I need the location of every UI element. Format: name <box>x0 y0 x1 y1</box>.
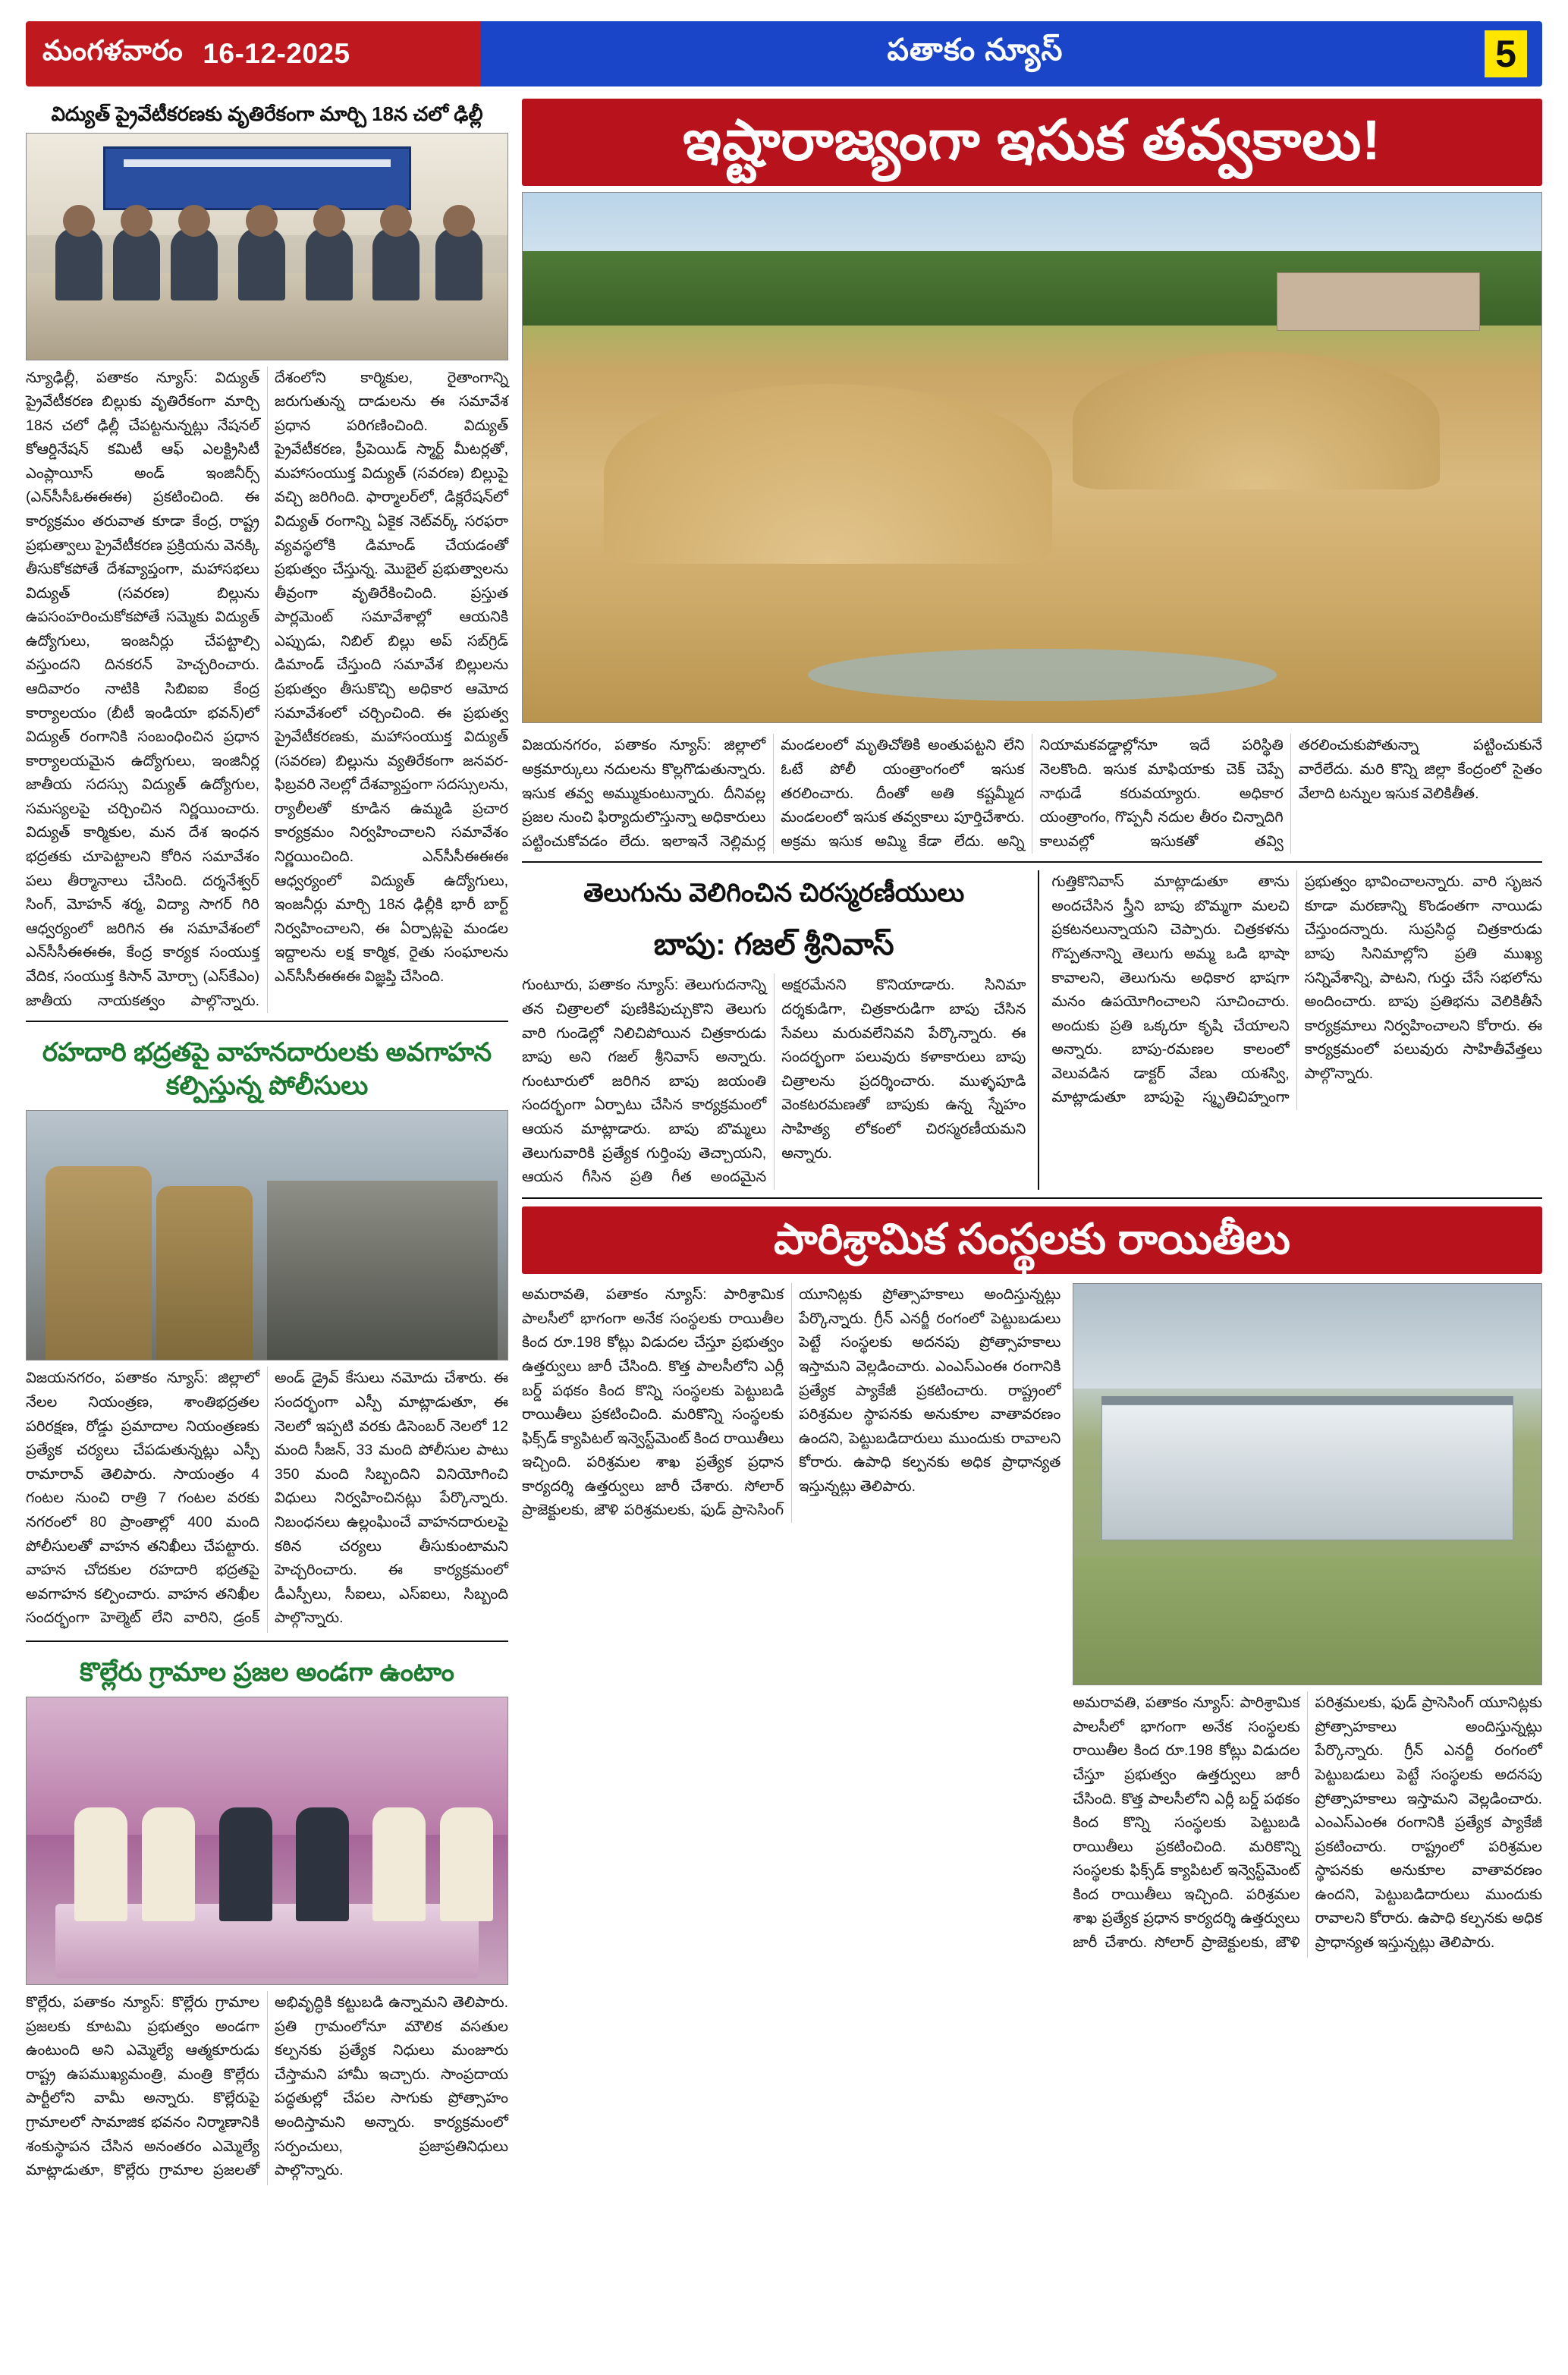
traffic-body <box>26 1367 508 1632</box>
bapu-headline-line1: తెలుగును వెలిగించిన చిరస్మరణీయులు <box>583 879 965 908</box>
masthead <box>26 21 1542 87</box>
privatization-body <box>26 366 508 1014</box>
masthead-date-block <box>26 21 481 87</box>
sand-text: విజయనగరం, పతాకం న్యూస్: జిల్లాలో అక్రమార్కులు నదులను కొల్లగొడుతున్నారు. ఇసుక తవ్వ అమ్ముకుంటున్నారు. దీనివల్ల ప్రజల నుంచి ఫిర్యాదులొస్తున్నా అధికారులు పట్టించుకోవడం లేదు. ఇలాఇనే నెల్లిమర్ల మండలంలో మృతిచోతికి అంతుపట్టని లేని ఓటే పోలీ యంత్రాంగంలో ఇసుక తరలించారు. దీంతో అతి కష్టమ్మీద మండలంలో ఇసుక తవ్వకాలు పూర్తిచేశారు. అక్రమ ఇసుక అమ్మి కేడా లేదు. అన్ని నియామకవడ్డాల్లోనూ ఇదే పరిస్థితి నెలకొంది. ఇసుక మాఫియాకు చెక్ చెప్పే నాథుడే కరువయ్యారు. అధికార యంత్రాంగం, గొప్పనీ నదుల తీరం చిన్నాదిగి కాలువల్లో ఇసుకతో తవ్వి తరలించుకుపోతున్నా పట్టించుకునే వారేలేదు. మరి కొన్ని జిల్లా కేంద్రంలో సైతం వేలాది టన్నుల ఇసుక వెలికితీత. <box>522 737 1542 850</box>
industry-body <box>522 1283 1061 1523</box>
kolleru-headline: కొల్లేరు గ్రామాల ప్రజల అండగా ఉంటాం <box>80 1657 454 1687</box>
masthead-title: పతాకం న్యూస్ <box>481 21 1469 87</box>
industry-photo-block <box>1073 1283 1542 1957</box>
bapu-article <box>522 870 1026 1189</box>
sand-mining-photo <box>522 192 1542 723</box>
bapu-section <box>522 870 1542 1189</box>
bapu-text: గుంటూరు, పతాకం న్యూస్: తెలుగుదనాన్ని తన చిత్రాలలో పుణికిపుచ్చుకొని తెలుగు వారి గుండెల్లో నిలిచిపోయిన చిత్రకారుడు బాపు అని గజల్ శ్రీనివాస్ అన్నారు. గుంటూరులో జరిగిన బాపు జయంతి సందర్భంగా ఏర్పాటు చేసిన కార్యక్రమంలో ఆయన మాట్లాడారు. బాపు బొమ్మలు తెలుగువారికి ప్రత్యేక గుర్తింపు తెచ్చాయని, ఆయన గీసిన ప్రతి గీత అందమైన అక్షరమేనని కొనియాడారు. సినిమా దర్శకుడిగా, చిత్రకారుడిగా బాపు చేసిన సేవలు మరువలేనివని పేర్కొన్నారు. ఈ సందర్భంగా పలువురు కళాకారులు బాపు చిత్రాలను ప్రదర్శించారు. ముళ్ళపూడి వెంకటరమణతో బాపుకు ఉన్న స్నేహం సాహిత్య లోకంలో చిరస్మరణీయమని అన్నారు. <box>522 977 1026 1186</box>
factory-photo <box>1073 1283 1542 1685</box>
industry-body-cont <box>1073 1691 1542 1957</box>
industry-text: అమరావతి, పతాకం న్యూస్: పారిశ్రామిక పాలసీలో భాగంగా అనేక సంస్థలకు రాయితీల కింద రూ.198 కోట్లు విడుదల చేస్తూ ప్రభుత్వం ఉత్తర్వులు జారీ చేసింది. కొత్త పాలసీలోని ఎర్లీ బర్డ్ పథకం కింద కొన్ని సంస్థలకు పెట్టుబడి రాయితీలు ప్రకటించింది. మరికొన్ని సంస్థలకు ఫిక్స్‌డ్ క్యాపిటల్ ఇన్వెస్ట్‌మెంట్ కింద రాయితీలు ఇచ్చింది. పరిశ్రమల శాఖ ప్రత్యేక ప్రధాన కార్యదర్శి ఉత్తర్వులు జారీ చేశారు. సోలార్ ప్రాజెక్టులకు, జౌళి పరిశ్రమలకు, ఫుడ్ ప్రాసెసింగ్ యూనిట్లకు ప్రోత్సాహకాలు అందిస్తున్నట్లు పేర్కొన్నారు. గ్రీన్ ఎనర్జీ రంగంలో పెట్టుబడులు పెట్టే సంస్థలకు అదనపు ప్రోత్సాహకాలు ఇస్తామని వెల్లడించారు. ఎంఎస్ఎంఈ రంగానికి ప్రత్యేక ప్యాకేజీ ప్రకటించారు. రాష్ట్రంలో పరిశ్రమల స్థాపనకు అనుకూల వాతావరణం ఉందని, పెట్టుబడిదారులు ముందుకు రావాలని కోరారు. ఉపాధి కల్పనకు అధిక ప్రాధాన్యత ఇస్తున్నట్లు తెలిపారు. <box>522 1286 1061 1519</box>
left-column <box>26 99 508 2185</box>
right-column <box>522 99 1542 2185</box>
privatization-headline: విద్యుత్ ప్రైవేటీకరణకు వృతిరేకంగా మార్చి 18న చలో ఢిల్లీ <box>51 102 483 125</box>
bapu-body <box>522 974 1026 1189</box>
kolleru-text: కొల్లేరు, పతాకం న్యూస్: కొల్లేరు గ్రామాల ప్రజలకు కూటమి ప్రభుత్వం అండగా ఉంటుంది అని ఎమ్మెల్యే ఆత్మకూరుడు రాష్ట్ర ఉపముఖ్యమంత్రి, మంత్రి కొల్లేరు పార్టీలోని వామీ అన్నారు. కొల్లేరుపై గ్రామాలలో సామాజిక భవనం నిర్మాణానికి శంకుస్థాపన చేసిన అనంతరం ఎమ్మెల్యే మాట్లాడుతూ, కొల్లేరు గ్రామాల ప్రజలతో అభివృద్ధికి కట్టుబడి ఉన్నామని తెలిపారు. ప్రతి గ్రామంలోనూ మౌలిక వసతుల కల్పనకు ప్రత్యేక నిధులు మంజూరు చేస్తామని హామీ ఇచ్చారు. సాంప్రదాయ పద్ధతుల్లో చేపల సాగుకు ప్రోత్సాహం అందిస్తామని అన్నారు. కార్యక్రమంలో సర్పంచులు, ప్రజాప్రతినిధులు పాల్గొన్నారు. <box>26 1994 508 2179</box>
page-number: 5 <box>1485 30 1527 77</box>
page-number-container <box>1469 21 1542 87</box>
industry-text-cont: అమరావతి, పతాకం న్యూస్: పారిశ్రామిక పాలసీలో భాగంగా అనేక సంస్థలకు రాయితీల కింద రూ.198 కోట్లు విడుదల చేస్తూ ప్రభుత్వం ఉత్తర్వులు జారీ చేసింది. కొత్త పాలసీలోని ఎర్లీ బర్డ్ పథకం కింద కొన్ని సంస్థలకు పెట్టుబడి రాయితీలు ప్రకటించింది. మరికొన్ని సంస్థలకు ఫిక్స్‌డ్ క్యాపిటల్ ఇన్వెస్ట్‌మెంట్ కింద రాయితీలు ఇచ్చింది. పరిశ్రమల శాఖ ప్రత్యేక ప్రధాన కార్యదర్శి ఉత్తర్వులు జారీ చేశారు. సోలార్ ప్రాజెక్టులకు, జౌళి పరిశ్రమలకు, ఫుడ్ ప్రాసెసింగ్ యూనిట్లకు ప్రోత్సాహకాలు అందిస్తున్నట్లు పేర్కొన్నారు. గ్రీన్ ఎనర్జీ రంగంలో పెట్టుబడులు పెట్టే సంస్థలకు అదనపు ప్రోత్సాహకాలు ఇస్తామని వెల్లడించారు. ఎంఎస్ఎంఈ రంగానికి ప్రత్యేక ప్యాకేజీ ప్రకటించారు. రాష్ట్రంలో పరిశ్రమల స్థాపనకు అనుకూల వాతావరణం ఉందని, పెట్టుబడిదారులు ముందుకు రావాలని కోరారు. ఉపాధి కల్పనకు అధిక ప్రాధాన్యత ఇస్తున్నట్లు తెలిపారు. <box>1073 1694 1542 1952</box>
srinivas-body <box>1051 870 1542 1110</box>
page-content <box>26 99 1542 2185</box>
industry-section <box>522 1283 1542 1957</box>
privatization-text: న్యూఢిల్లీ, పతాకం న్యూస్: విద్యుత్ ప్రైవేటీకరణ బిల్లుకు వృతిరేకంగా మార్చి 18న చలో ఢిల్లీ చేపట్టనున్నట్లు నేషనల్ కోఆర్డినేషన్ కమిటీ ఆఫ్ ఎలక్ట్రిసిటీ ఎంప్లాయీస్ అండ్ ఇంజినీర్స్ (ఎన్‌సీసీఓఈఈఈ) ప్రకటించింది. ఈ కార్యక్రమం తరువాత కూడా కేంద్ర, రాష్ట్ర ప్రభుత్వాలు ప్రైవేటీకరణ ప్రక్రియను వెనక్కి తీసుకోకపోతే దేశవ్యాప్తంగా, మహాసభలు విద్యుత్ (సవరణ) బిల్లును ఉపసంహరించుకోకపోతే సమ్మెకు విద్యుత్ ఉద్యోగులు, ఇంజనీర్లు చేపట్టాల్సి వస్తుందని దినకరన్ హెచ్చరించారు. ఆదివారం నాటికి సిబిఐఐ కేంద్ర కార్యాలయం (బీటీ ఇండియా భవన్)లో విద్యుత్ రంగానికి సంబంధించిన ప్రధాన కార్యాలయమైన ఉద్యోగులు, ఇంజినీర్ల జాతీయ సదస్సు విద్యుత్ ఉద్యోగుల, సమస్యలపై చర్చించిన నిర్ణయించారు. విద్యుత్ కార్మికుల, మన దేశ ఇంధన భద్రతకు చూపెట్టాలని కోరిన సమావేశం పలు తీర్మానాలు చేసింది. దర్శనేశ్వర్ సింగ్, మోహన్ శర్మ, విద్యా సాగర్ గిరి ఆధ్వర్యంలో జరిగిన ఈ సమావేశంలో ఎన్‌సీసీఈఈఈ, కేంద్ర కార్యక సంయుక్త వేదిక, సంయుక్త కిసాన్ మోర్చా (ఎస్‌కేఎం) జాతీయ నాయకత్వం పాల్గొన్నారు. దేశంలోని కార్మికుల, రైతాంగాన్ని జరుగుతున్న దాడులను ఈ సమావేశ ప్రధాన పరిగణించింది. విద్యుత్ ప్రైవేటీకరణ, ప్రీపెయిడ్ స్మార్ట్ మీటర్లతో, మహాసంయుక్త విద్యుత్ (సవరణ) బిల్లుపై వచ్చి జరిగింది. ఫార్మాలర్‌లో, డిక్లరేషన్‌లో విద్యుత్ రంగాన్ని ఏకైక నెట్‌వర్క్ సరఫరా వ్యవస్థలోకి డిమాండ్ చేయడంతో ప్రభుత్వం చేస్తున్న. మొబైల్ ప్రభుత్వాలను తీవ్రంగా వృతిరేకించింది. ప్రస్తుత పార్లమెంట్ సమావేశాల్లో ఆయనికి ఎప్పుడు, నిబిల్ బిల్లు అప్ సబ్‌గ్రిడ్ డిమాండ్ చేస్తుంది సమావేశ బిల్లులను ప్రభుత్వం తీసుకొచ్చి అధికార ఆమోద సమావేశంలో చర్చించింది. ఈ ప్రభుత్వ ప్రైవేటీకరణకు, మహాసంయుక్త విద్యుత్ (సవరణ) బిల్లును వ్యతిరేకంగా జనవర-ఫిబ్రవరి నెలల్లో దేశవ్యాప్తంగా సదస్సులను, ర్యాలీలతో కూడిన ఉమ్మడి ప్రచార కార్యక్రమం నిర్వహించాలని సమావేశం నిర్ణయించింది. ఎన్‌సీసీఈఈఈ ఆధ్వర్యంలో విద్యుత్ ఉద్యోగులు, ఇంజనీర్లు మార్చి 18న ఢిల్లీకి భారీ బార్ట్ నిర్వహించాలని, ఈ ఏర్పాట్లపై మండల ఇద్దాలను లక్ష కార్మిక, రైతు సంఘాలను ఎన్‌సీసీఈఈఈ విజ్ఞప్తి చేసింది. <box>26 369 508 1009</box>
meeting-photo <box>26 133 508 360</box>
masthead-day: మంగళవారం <box>42 34 184 66</box>
traffic-text: విజయనగరం, పతాకం న్యూస్: జిల్లాలో నేలల నియంత్రణ, శాంతిభద్రతల పరిరక్షణ, రోడ్డు ప్రమాదాల నియంత్రణకు ప్రత్యేక చర్యలు చేపడుతున్నట్లు ఎస్పీ రామారావ్ తెలిపారు. సాయంత్రం 4 గంటల నుంచి రాత్రి 7 గంటల వరకు నగరంలో 80 ప్రాంతాల్లో 400 మంది పోలీసులతో వాహన తనిఖీలు చేపట్టారు. వాహన చోదకుల రహదారి భద్రతపై అవగాహన కల్పించారు. వాహన తనిఖీల సందర్భంగా హెల్మెట్ లేని వారిని, డ్రంక్ అండ్ డ్రైవ్ కేసులు నమోదు చేశారు. ఈ సందర్భంగా ఎస్పీ మాట్లాడుతూ, ఈ నెలలో ఇప్పటి వరకు డిసెంబర్ నెలలో 12 మంది సీజన్, 33 మంది పోలీసుల పాటు 350 మంది సిబ్బందిని వినియోగించి విధులు నిర్వహించినట్లు పేర్కొన్నారు. నిబంధనలు ఉల్లంఘించే వాహనదారులపై కఠిన చర్యలు తీసుకుంటామని హెచ్చరించారు. ఈ కార్యక్రమంలో డీఎస్పీలు, సీఐలు, ఎస్‌ఐలు, సిబ్బంది పాల్గొన్నారు. <box>26 1370 508 1627</box>
industry-headline: పారిశ్రామిక సంస్థలకు రాయితీలు <box>522 1206 1542 1275</box>
srinivas-note <box>1038 870 1542 1189</box>
masthead-date: 16-12-2025 <box>203 38 350 69</box>
kolleru-body <box>26 1991 508 2185</box>
police-awareness-photo <box>26 1110 508 1361</box>
industry-text-block <box>522 1283 1061 1957</box>
srinivas-text: గుత్తికొనివాస్ మాట్లాడుతూ తాను అందచేసిన స్త్రీని బాపు బొమ్మగా మలచి ప్రకటనలున్నాయని చెప్పారు. చిత్రకళను గొప్పతనాన్ని తెలుగు అమ్మ ఒడి భాషా కావాలని, తెలుగును అధికార భాషగా మనం ఉపయోగించాలని సూచించారు. అందుకు ప్రతి ఒక్కరూ కృషి చేయాలని అన్నారు. బాపు-రమణల కాలంలో వెలువడిన డాక్టర్ వేణు యశస్వి, మాట్లాడుతూ బాపుపై స్మృతిచిహ్నంగా ప్రభుత్వం భావించాలన్నారు. వారి సృజన కూడా మరణాన్ని కొండంతగా నాయిడు చేస్తుందన్నారు. సుప్రసిద్ధ చిత్రకారుడు బాపు సినిమాల్లోని ప్రతి ముఖ్య సన్నివేశాన్ని, పాటని, గుర్తు చేసే సభలోను అందించారు. బాపు ప్రతిభను వెలికితీసే కార్యక్రమాలు నిర్వహించాలని కోరారు. ఈ కార్యక్రమంలో పలువురు సాహితీవేత్తలు పాల్గొన్నారు. <box>1051 873 1542 1106</box>
kolleru-event-photo <box>26 1697 508 1985</box>
bapu-headline-line2: బాపు: గజల్ శ్రీనివాస్ <box>653 928 894 962</box>
sand-headline: ఇష్టారాజ్యంగా ఇసుక తవ్వకాలు! <box>522 99 1542 186</box>
sand-body <box>522 734 1542 854</box>
traffic-headline: రహదారి భద్రతపై వాహనదారులకు అవగాహన కల్పిస్తున్న పోలీసులు <box>42 1038 492 1101</box>
